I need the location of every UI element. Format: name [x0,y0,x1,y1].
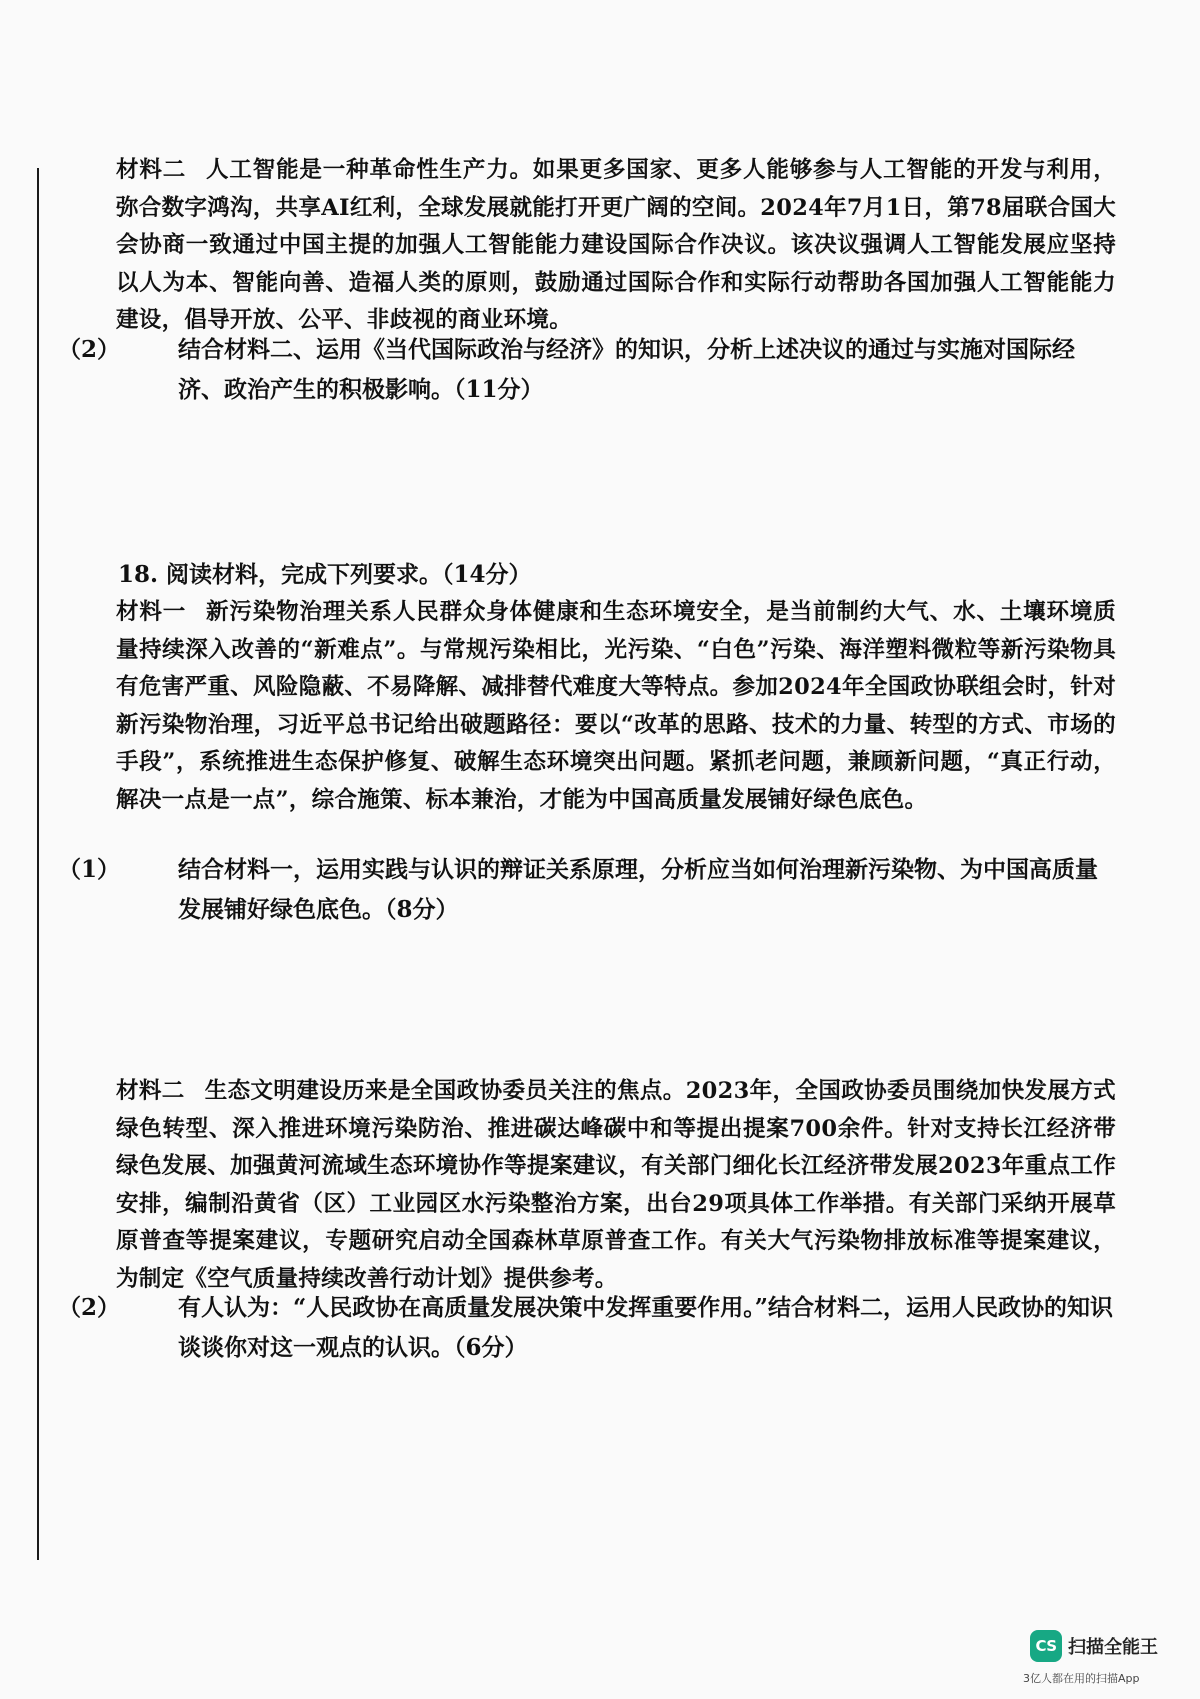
question-number: （2） [58,336,121,363]
camscanner-icon: CS [1030,1630,1062,1662]
margin-rule [37,168,39,1560]
question-text: 结合材料二、运用《当代国际政治与经济》的知识，分析上述决议的通过与实施对国际经济、政治产生的积极影响。（11分） [178,336,1075,403]
camscanner-name: 扫描全能王 [1068,1637,1158,1658]
q18-material1 [116,594,1116,820]
material-label: 材料一 [116,599,187,625]
material-text: 人工智能是一种革命性生产力。如果更多国家、更多人能够参与人工智能的开发与利用，弥合数字鸿沟，共享AI红利，全球发展就能打开更广阔的空间。2024年7月1日，第78届联合国大会协商一致通过中国主提的加强人工智能能力建设国际合作决议。该决议强调人工智能发展应坚持以人为本、智能向善、造福人类的原则，鼓励通过国际合作和实际行动帮助各国加强人工智能能力建设，倡导开放、公平、非歧视的商业环境。 [116,157,1117,334]
question-text: 有人认为：“人民政协在高质量发展决策中发挥重要作用。”结合材料二，运用人民政协的知识谈谈你对这一观点的认识。（6分） [178,1294,1113,1361]
camscanner-logo [1030,1630,1158,1662]
material-text: 新污染物治理关系人民群众身体健康和生态环境安全，是当前制约大气、水、土壤环境质量持续深入改善的“新难点”。与常规污染相比，光污染、“白色”污染、海洋塑料微粒等新污染物具有危害严重、风险隐蔽、不易降解、减排替代难度大等特点。参加2024年全国政协联组会时，针对新污染物治理，习近平总书记给出破题路径：要以“改革的思路、技术的力量、转型的方式、市场的手段”，系统推进生态保护修复、破解生态环境突出问题。紧抓老问题，兼顾新问题，“真正行动，解决一点是一点”，综合施策、标本兼治，才能为中国高质量发展铺好绿色底色。 [116,599,1117,813]
q18-material2 [116,1073,1116,1299]
material-label: 材料二 [116,157,187,183]
material-label: 材料二 [116,1078,185,1104]
q17-material2 [116,152,1116,340]
q18-question2 [58,1288,1116,1368]
question-number: （2） [58,1294,121,1321]
q18-question1 [58,850,1116,930]
question-number: （1） [58,856,121,883]
q18-heading: 18. 阅读材料，完成下列要求。（14分） [118,561,532,588]
question-text: 结合材料一，运用实践与认识的辩证关系原理，分析应当如何治理新污染物、为中国高质量发展铺好绿色底色。（8分） [178,856,1098,923]
camscanner-tagline: 3亿人都在用的扫描App [1023,1672,1140,1685]
q17-question2 [58,330,1116,410]
material-text: 生态文明建设历来是全国政协委员关注的焦点。2023年，全国政协委员围绕加快发展方式绿色转型、深入推进环境污染防治、推进碳达峰碳中和等提出提案700余件。针对支持长江经济带绿色发展、加强黄河流域生态环境协作等提案建议，有关部门细化长江经济带发展2023年重点工作安排，编制沿黄省（区）工业园区水污染整治方案，出台29项具体工作举措。有关部门采纳开展草原普查等提案建议，专题研究启动全国森林草原普查工作。有关大气污染物排放标准等提案建议，为制定《空气质量持续改善行动计划》提供参考。 [116,1078,1116,1292]
